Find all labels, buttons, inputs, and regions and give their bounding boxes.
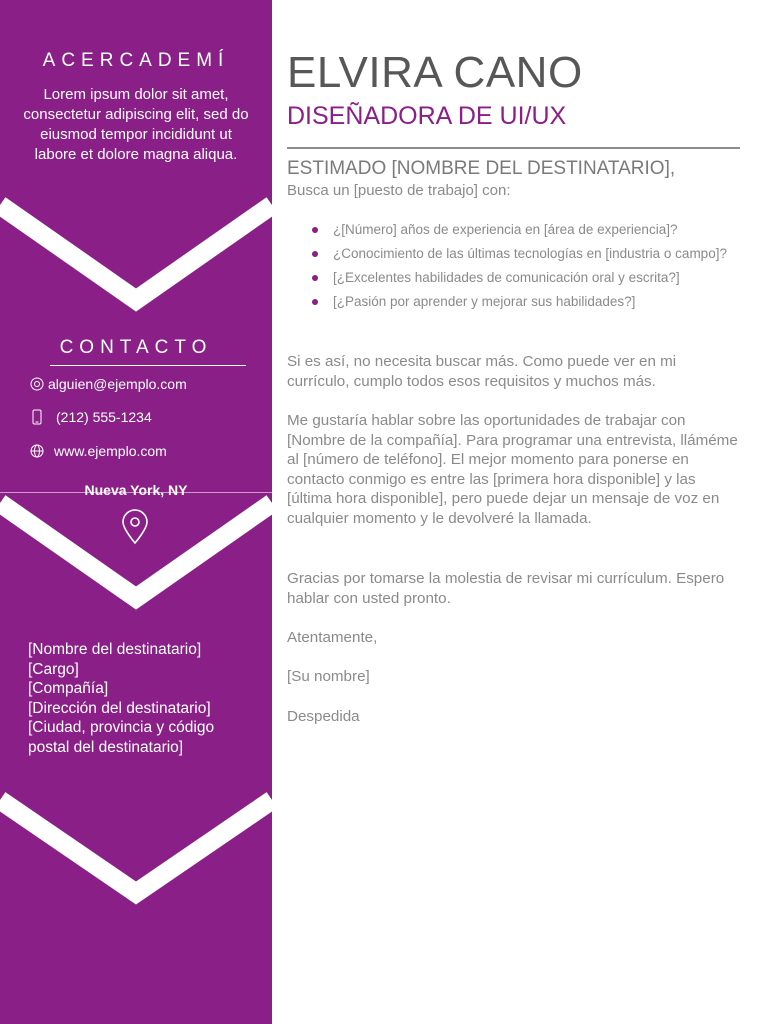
recipient-line: [Nombre del destinatario] xyxy=(28,641,202,658)
requirements-list xyxy=(287,218,740,314)
phone-row[interactable] xyxy=(28,408,152,426)
location-pin-icon xyxy=(120,509,150,545)
phone-text[interactable]: (212) 555-1234 xyxy=(56,409,152,425)
sidebar xyxy=(0,0,272,1024)
about-heading: ACERCADEMÍ xyxy=(42,50,230,71)
paragraph-2: Me gustaría hablar sobre las oportunidades de trabajar con [Nombre de la compañía]. Para programar una entrevista, lláméme al [número de teléfono]. El mejor momento para ponerse en contacto conmigo es entre las [primera hora disponible] y las [última hora disponible], pero puede dejar un mensaje de voz en cualquier momento y le devolveré la llamada. xyxy=(287,412,738,527)
greeting: ESTIMADO [NOMBRE DEL DESTINATARIO], xyxy=(287,158,676,179)
website-text[interactable]: www.ejemplo.com xyxy=(54,443,167,459)
contact-divider xyxy=(50,365,246,366)
city-text: Nueva York, NY xyxy=(84,482,188,498)
signature-name: [Su nombre] xyxy=(287,668,370,685)
phone-icon xyxy=(28,408,46,426)
farewell: Despedida xyxy=(287,708,360,725)
recipient-line: [Ciudad, provincia y código xyxy=(28,719,215,737)
list-item: [¿Excelentes habilidades de comunicación oral y escrita?] xyxy=(287,266,740,290)
globe-icon xyxy=(28,442,46,460)
contact-heading: CONTACTO xyxy=(59,337,213,358)
recipient-address xyxy=(28,640,264,758)
bullet-icon xyxy=(312,275,318,281)
paragraph-3: Gracias por tomarse la molestia de revisar mi currículum. Espero hablar con usted pronto. xyxy=(287,570,725,607)
recipient-line: postal del destinatario] xyxy=(28,738,184,756)
applicant-role: DISEÑADORA DE UI/UX xyxy=(287,102,567,130)
header-divider xyxy=(287,147,740,149)
website-row[interactable] xyxy=(28,442,167,460)
bullet-icon xyxy=(312,299,318,305)
list-item: ¿[Número] años de experiencia en [área de experiencia]? xyxy=(287,218,740,242)
email-text[interactable]: alguien@ejemplo.com xyxy=(48,376,187,392)
about-text: Lorem ipsum dolor sit amet, consectetur adipiscing elit, sed do eiusmod tempor incididunt ut labore et dolore magna aliqua. xyxy=(23,86,249,163)
bullet-icon xyxy=(312,227,318,233)
email-row[interactable] xyxy=(28,375,187,393)
closing: Atentamente, xyxy=(287,629,378,646)
list-item: ¿Conocimiento de las últimas tecnologías en [industria o campo]? xyxy=(287,242,740,266)
intro-line: Busca un [puesto de trabajo] con: xyxy=(287,182,511,199)
recipient-line: [Cargo] xyxy=(28,660,79,678)
applicant-name: ELVIRA CANO xyxy=(287,48,583,97)
recipient-line: [Dirección del destinatario] xyxy=(28,699,211,717)
list-item: [¿Pasión por aprender y mejorar sus habilidades?] xyxy=(287,290,740,314)
bullet-icon xyxy=(312,251,318,257)
recipient-line: [Compañía] xyxy=(28,680,109,698)
at-icon xyxy=(28,375,46,393)
paragraph-1: Si es así, no necesita buscar más. Como puede ver en mi currículo, cumplo todos esos requisitos y muchos más. xyxy=(287,353,677,390)
